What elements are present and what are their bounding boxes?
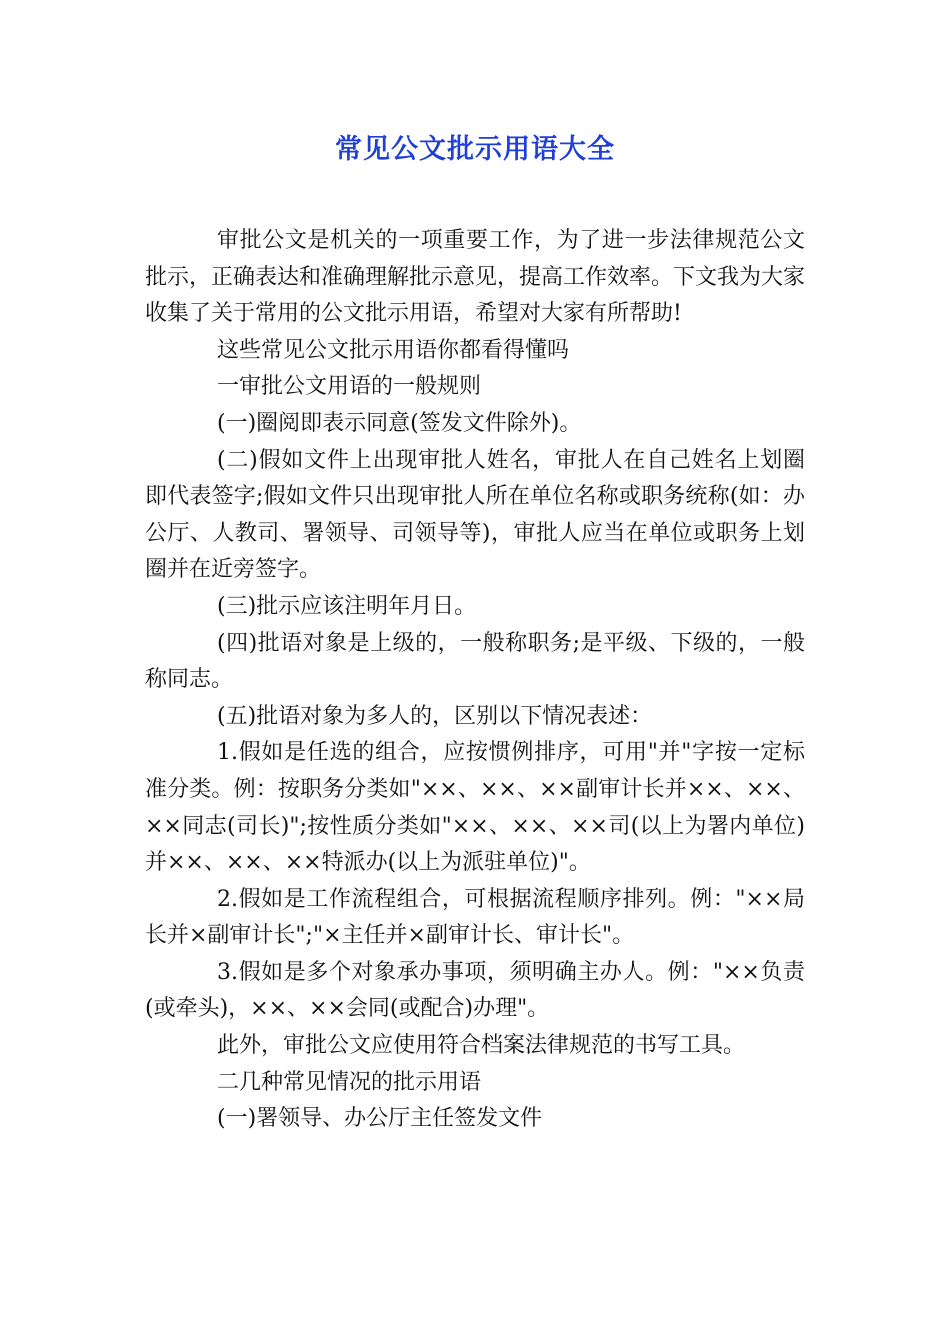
section-heading: 二几种常见情况的批示用语	[217, 1069, 482, 1095]
paragraph: (一)圈阅即表示同意(签发文件除外)。	[217, 410, 582, 436]
paragraph: (二)假如文件上出现审批人姓名，审批人在自己姓名上划圈即代表签字;假如文件只出现审批人所在单位名称或职务统称(如：办公厅、人教司、署领导、司领导等)，审批人应当在单位或职务上划圈并在近旁签字。	[145, 447, 805, 583]
document-title: 常见公文批示用语大全	[335, 134, 615, 165]
paragraph: 这些常见公文批示用语你都看得懂吗	[217, 337, 570, 363]
section-heading: 一审批公文用语的一般规则	[217, 374, 482, 400]
paragraph: 3.假如是多个对象承办事项，须明确主办人。例："××负责(或牵头)，××、××会同(或配合)办理"。	[145, 959, 805, 1022]
paragraph: (四)批语对象是上级的，一般称职务;是平级、下级的，一般称同志。	[145, 630, 805, 693]
paragraph: (三)批示应该注明年月日。	[217, 593, 477, 619]
document-body	[145, 223, 805, 1138]
paragraph: (一)署领导、办公厅主任签发文件	[217, 1106, 543, 1132]
paragraph: (五)批语对象为多人的，区别以下情况表述：	[217, 703, 653, 729]
paragraph: 此外，审批公文应使用符合档案法律规范的书写工具。	[217, 1033, 746, 1059]
paragraph: 审批公文是机关的一项重要工作，为了进一步法律规范公文批示，正确表达和准确理解批示意见，提高工作效率。下文我为大家收集了关于常用的公文批示用语，希望对大家有所帮助!	[145, 228, 806, 327]
paragraph: 2.假如是工作流程组合，可根据流程顺序排列。例："××局长并×副审计长";"×主任并×副审计长、审计长"。	[145, 886, 805, 949]
paragraph: 1.假如是任选的组合，应按惯例排序，可用"并"字按一定标准分类。例：按职务分类如"××、××、××副审计长并××、××、××同志(司长)";按性质分类如"××、××、××司(以上为署内单位)并××、××、××特派办(以上为派驻单位)"。	[145, 740, 805, 876]
